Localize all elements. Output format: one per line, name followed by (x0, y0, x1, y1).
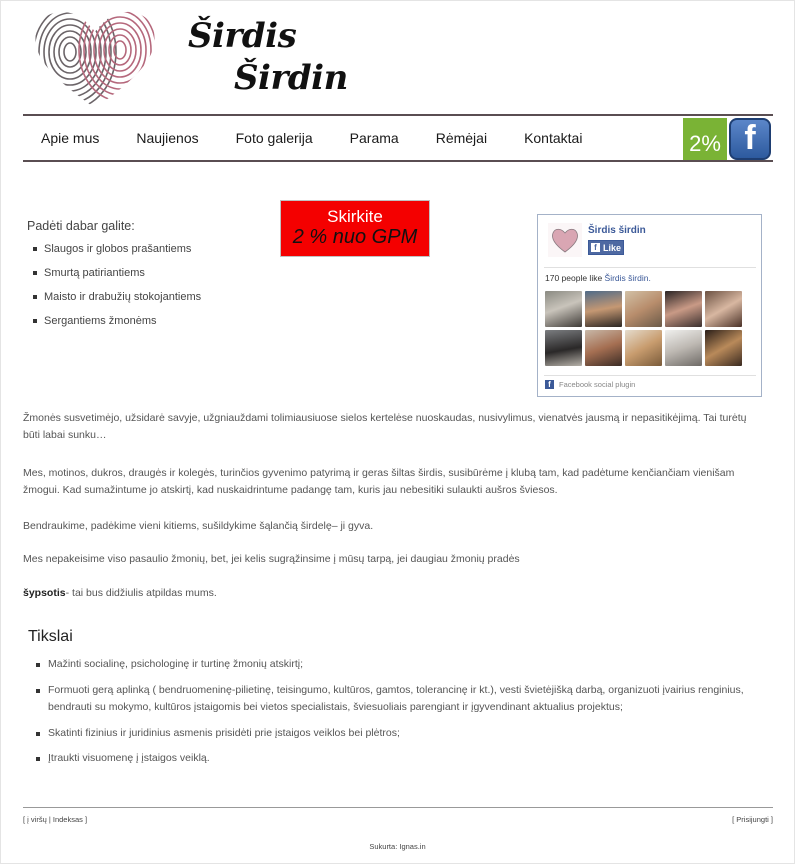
nav-item-remejai[interactable]: Rėmėjai (435, 130, 488, 146)
intro-paragraph-3: Bendraukime, padėkime vieni kitiems, sušildykime šąlančią širdelę– ji gyva. (23, 520, 374, 532)
help-title: Padėti dabar galite: (27, 219, 135, 233)
main-nav (23, 114, 773, 162)
list-item: Formuoti gerą aplinką ( bendruomeninę-pilietinę, teisingumo, kultūros, gamtos, tolerancinę ir kt.), vesti švietėjišką darbą, organizuoti įvairius renginius, bendrauti su mokymo, kultūros įstaigomis bei vietos specialistais, šviesuoliais parengiant ir įgyvendinant aktualius projektus; (36, 682, 766, 717)
list-item: Įtraukti visuomenę į įstaigos veiklą. (36, 750, 766, 768)
help-list (33, 241, 201, 337)
fb-social-plugin-link[interactable]: f Facebook social plugin (545, 380, 635, 389)
avatar[interactable] (545, 330, 582, 366)
fingerprint-heart-icon (30, 4, 160, 114)
list-item: Slaugos ir globos prašantiems (33, 241, 201, 265)
fb-count-link[interactable]: Širdis širdin. (604, 273, 651, 283)
avatar[interactable] (705, 330, 742, 366)
avatar[interactable] (705, 291, 742, 327)
fb-like-button[interactable] (588, 240, 624, 255)
facebook-small-icon: f (545, 380, 554, 389)
avatar[interactable] (665, 291, 702, 327)
avatar[interactable] (585, 291, 622, 327)
divider (544, 375, 756, 376)
avatar[interactable] (625, 291, 662, 327)
goals-list (36, 656, 766, 776)
emphasis-text: šypsotis (23, 587, 66, 599)
logo-text-line1: Širdis (188, 16, 297, 56)
facebook-icon[interactable]: f (729, 118, 771, 160)
nav-item-parama[interactable]: Parama (349, 130, 399, 146)
avatar[interactable] (545, 291, 582, 327)
fb-faces-grid (545, 291, 745, 366)
login-link[interactable]: [ Prisijungti ] (732, 815, 773, 824)
avatar[interactable] (665, 330, 702, 366)
intro-paragraph-4: Mes nepakeisime viso pasaulio žmonių, bet, jei kelis sugrąžinsime į mūsų tarpą, jei daugiau žmonių pradės (23, 553, 520, 565)
facebook-small-icon: f (591, 243, 600, 252)
gpm-banner-line2: 2 % nuo GPM (292, 226, 418, 248)
fb-like-count: 170 people like Širdis širdin. (545, 273, 651, 283)
footer-credit[interactable]: Sukurta: Ignas.in (369, 842, 426, 851)
nav-item-naujienos[interactable]: Naujienos (136, 130, 199, 146)
gpm-banner[interactable] (280, 200, 430, 257)
intro-paragraph-1: Žmonės susvetimėjo, užsidarė savyje, užgniauždami tolimiausiuose sielos kertelėse nuoskaudas, nusivylimus, vienatvės jausmą ir nepasitikėjimą. Tai turėtų būti labai sunku… (23, 412, 747, 441)
footer-links[interactable]: [ į viršų | Indeksas ] (23, 815, 88, 824)
nav-item-foto-galerija[interactable]: Foto galerija (235, 130, 313, 146)
list-item: Smurtą patiriantiems (33, 265, 201, 289)
intro-paragraph-2: Mes, motinos, dukros, draugės ir kolegės, turinčios gyvenimo patyrimą ir geras šiltas širdis, susibūrėme į klubą tam, kad padėtume kenčiančiam vienišam žmogui. Kad sumažintume jo atskirtį, kad nuskaidrintume padangę tam, kuris jau nebesitiki sulaukti aušros šviesos. (23, 467, 735, 496)
facebook-like-box (537, 214, 762, 397)
help-section (27, 219, 201, 337)
footer-divider (23, 807, 773, 808)
divider (544, 267, 756, 268)
fb-like-label: Like (603, 242, 622, 253)
list-item: Maisto ir drabužių stokojantiems (33, 289, 201, 313)
gpm-banner-line1: Skirkite (327, 207, 383, 226)
list-item: Skatinti fizinius ir juridinius asmenis prisidėti prie įstaigos veiklos bei plėtros; (36, 725, 766, 743)
avatar[interactable] (625, 330, 662, 366)
goals-heading: Tikslai (28, 628, 73, 645)
avatar[interactable] (585, 330, 622, 366)
nav-item-apie-mus[interactable]: Apie mus (41, 130, 100, 146)
two-percent-badge[interactable]: 2% (683, 118, 727, 160)
site-logo[interactable] (30, 4, 370, 114)
list-item: Sergantiems žmonėms (33, 313, 201, 337)
nav-item-kontaktai[interactable]: Kontaktai (524, 130, 583, 146)
intro-paragraph-5: šypsotis- tai bus didžiulis atpildas mums. (23, 587, 217, 599)
list-item: Mažinti socialinę, psichologinę ir turtinę žmonių atskirtį; (36, 656, 766, 674)
page-thumbnail-heart-icon[interactable] (548, 223, 582, 257)
fb-page-name[interactable]: Širdis širdin (588, 225, 646, 236)
logo-text-line2: Širdin (234, 58, 348, 98)
